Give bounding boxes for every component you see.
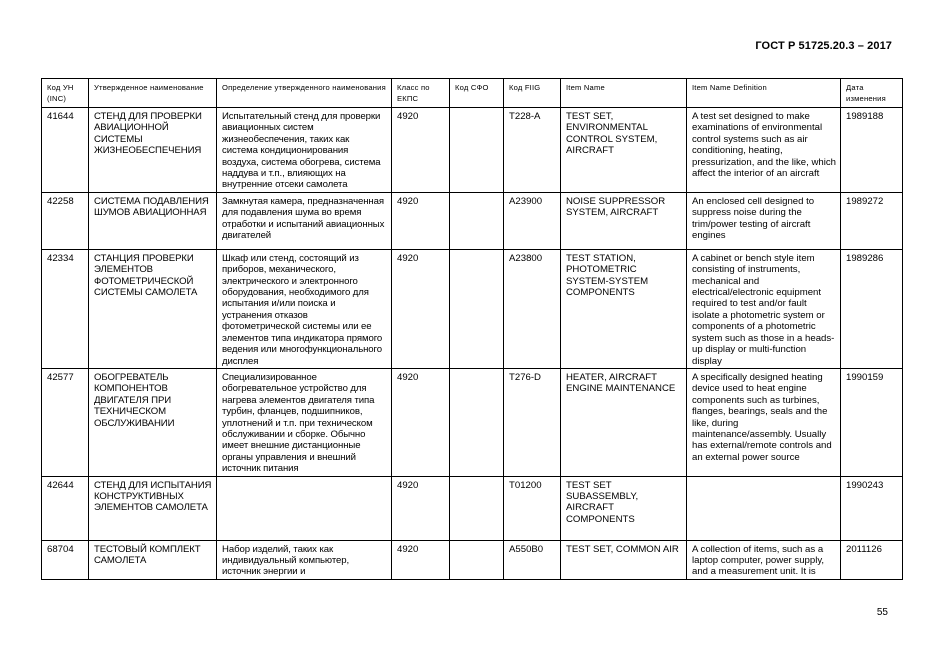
table-row	[42, 192, 903, 249]
cell-name-ru: СТАНЦИЯ ПРОВЕРКИ ЭЛЕМЕНТОВ ФОТОМЕТРИЧЕСКОЙ СИСТЕМЫ САМОЛЕТА	[89, 249, 217, 368]
cell-inc: 41644	[42, 108, 89, 193]
cell-inc: 42644	[42, 476, 89, 540]
cell-item-name: TEST SET SUBASSEMBLY, AIRCRAFT COMPONENTS	[561, 476, 687, 540]
cell-ekps: 4920	[392, 192, 450, 249]
column-header-definition-ru: Определение утвержденного наименования	[217, 79, 392, 108]
cell-fiig: T01200	[504, 476, 561, 540]
table-row	[42, 540, 903, 579]
cell-date: 2011126	[841, 540, 903, 579]
cell-name-ru: СТЕНД ДЛЯ ПРОВЕРКИ АВИАЦИОННОЙ СИСТЕМЫ ЖИЗНЕОБЕСПЕЧЕНИЯ	[89, 108, 217, 193]
cell-item-definition: A test set designed to make examinations of environmental control systems such as air conditioning, heating, pressurization, and the like, which affect the interior of an aircraft	[687, 108, 841, 193]
cell-item-name: TEST STATION, PHOTOMETRIC SYSTEM-SYSTEM COMPONENTS	[561, 249, 687, 368]
cell-definition-ru: Испытательный стенд для проверки авиационных систем жизнеобеспечения, таких как система кондиционирования воздуха, система обогрева, система наддува и т.п., влияющих на внутренние отсеки самолета	[217, 108, 392, 193]
column-header-name-ru: Утвержденное наименование	[89, 79, 217, 108]
cell-item-definition: An enclosed cell designed to suppress noise during the trim/power testing of aircraft engines	[687, 192, 841, 249]
cell-fiig: T228-A	[504, 108, 561, 193]
cell-item-definition	[687, 476, 841, 540]
cell-sfo	[450, 192, 504, 249]
cell-item-definition: A specifically designed heating device used to heat engine components such as turbines, flanges, bearings, seals and the like, during maintenance/assembly. Usually has external/remote controls and an external power source	[687, 368, 841, 476]
table-header-row	[42, 79, 903, 108]
cell-name-ru: СТЕНД ДЛЯ ИСПЫТАНИЯ КОНСТРУКТИВНЫХ ЭЛЕМЕНТОВ САМОЛЕТА	[89, 476, 217, 540]
cell-name-ru: ОБОГРЕВАТЕЛЬ КОМПОНЕНТОВ ДВИГАТЕЛЯ ПРИ ТЕХНИЧЕСКОМ ОБСЛУЖИВАНИИ	[89, 368, 217, 476]
cell-date: 1989188	[841, 108, 903, 193]
cell-item-name: TEST SET, ENVIRONMENTAL CONTROL SYSTEM, AIRCRAFT	[561, 108, 687, 193]
cell-sfo	[450, 540, 504, 579]
cell-fiig: T276-D	[504, 368, 561, 476]
cell-inc: 68704	[42, 540, 89, 579]
cell-definition-ru	[217, 476, 392, 540]
cell-date: 1990159	[841, 368, 903, 476]
table-row	[42, 368, 903, 476]
cell-definition-ru: Замкнутая камера, предназначенная для подавления шума во время отработки и испытаний авиационных двигателей	[217, 192, 392, 249]
cell-inc: 42334	[42, 249, 89, 368]
cell-inc: 42258	[42, 192, 89, 249]
document-code: ГОСТ Р 51725.20.3 – 2017	[755, 40, 892, 52]
cell-sfo	[450, 249, 504, 368]
cell-fiig: A550B0	[504, 540, 561, 579]
page-number: 55	[876, 607, 888, 618]
cell-ekps: 4920	[392, 540, 450, 579]
cell-ekps: 4920	[392, 108, 450, 193]
cell-name-ru: ТЕСТОВЫЙ КОМПЛЕКТ САМОЛЕТА	[89, 540, 217, 579]
cell-item-name: NOISE SUPPRESSOR SYSTEM, AIRCRAFT	[561, 192, 687, 249]
column-header-date: Дата изменения	[841, 79, 903, 108]
column-header-ekps: Класс по ЕКПС	[392, 79, 450, 108]
column-header-sfo: Код СФО	[450, 79, 504, 108]
cell-ekps: 4920	[392, 476, 450, 540]
column-header-inc: Код УН (INC)	[42, 79, 89, 108]
cell-definition-ru: Шкаф или стенд, состоящий из приборов, механического, электрического и электронного оборудования, необходимого для испытания и/или поиска и устранения отказов фотометрической системы или ее элементов типа индикатора прямого ведения или многофункционального дисплея	[217, 249, 392, 368]
cell-date: 1989272	[841, 192, 903, 249]
cell-sfo	[450, 368, 504, 476]
cell-sfo	[450, 476, 504, 540]
cell-item-definition: A cabinet or bench style item consisting of instruments, mechanical and electrical/electronic equipment required to test and/or fault isolate a photometric system or components of a photometric system such as those in a heads-up display or multi-function display	[687, 249, 841, 368]
cell-fiig: A23800	[504, 249, 561, 368]
cell-ekps: 4920	[392, 368, 450, 476]
cell-date: 1990243	[841, 476, 903, 540]
cell-name-ru: СИСТЕМА ПОДАВЛЕНИЯ ШУМОВ АВИАЦИОННАЯ	[89, 192, 217, 249]
cell-definition-ru: Набор изделий, таких как индивидуальный компьютер, источник энергии и	[217, 540, 392, 579]
cell-item-name: TEST SET, COMMON AIR	[561, 540, 687, 579]
cell-definition-ru: Специализированное обогревательное устройство для нагрева элементов двигателя типа турбин, фланцев, подшипников, уплотнений и т.п. при техническом обслуживании и сборке. Обычно имеет внешние дистанционные органы управления и внешний источник питания	[217, 368, 392, 476]
cell-item-definition: A collection of items, such as a laptop computer, power supply, and a measurement unit. It is	[687, 540, 841, 579]
cell-sfo	[450, 108, 504, 193]
column-header-item-definition: Item Name Definition	[687, 79, 841, 108]
cell-date: 1989286	[841, 249, 903, 368]
column-header-fiig: Код FIIG	[504, 79, 561, 108]
cell-ekps: 4920	[392, 249, 450, 368]
catalog-table	[41, 78, 903, 580]
table-row	[42, 108, 903, 193]
cell-inc: 42577	[42, 368, 89, 476]
cell-fiig: A23900	[504, 192, 561, 249]
column-header-item-name: Item Name	[561, 79, 687, 108]
cell-item-name: HEATER, AIRCRAFT ENGINE MAINTENANCE	[561, 368, 687, 476]
table-row	[42, 476, 903, 540]
table-row	[42, 249, 903, 368]
